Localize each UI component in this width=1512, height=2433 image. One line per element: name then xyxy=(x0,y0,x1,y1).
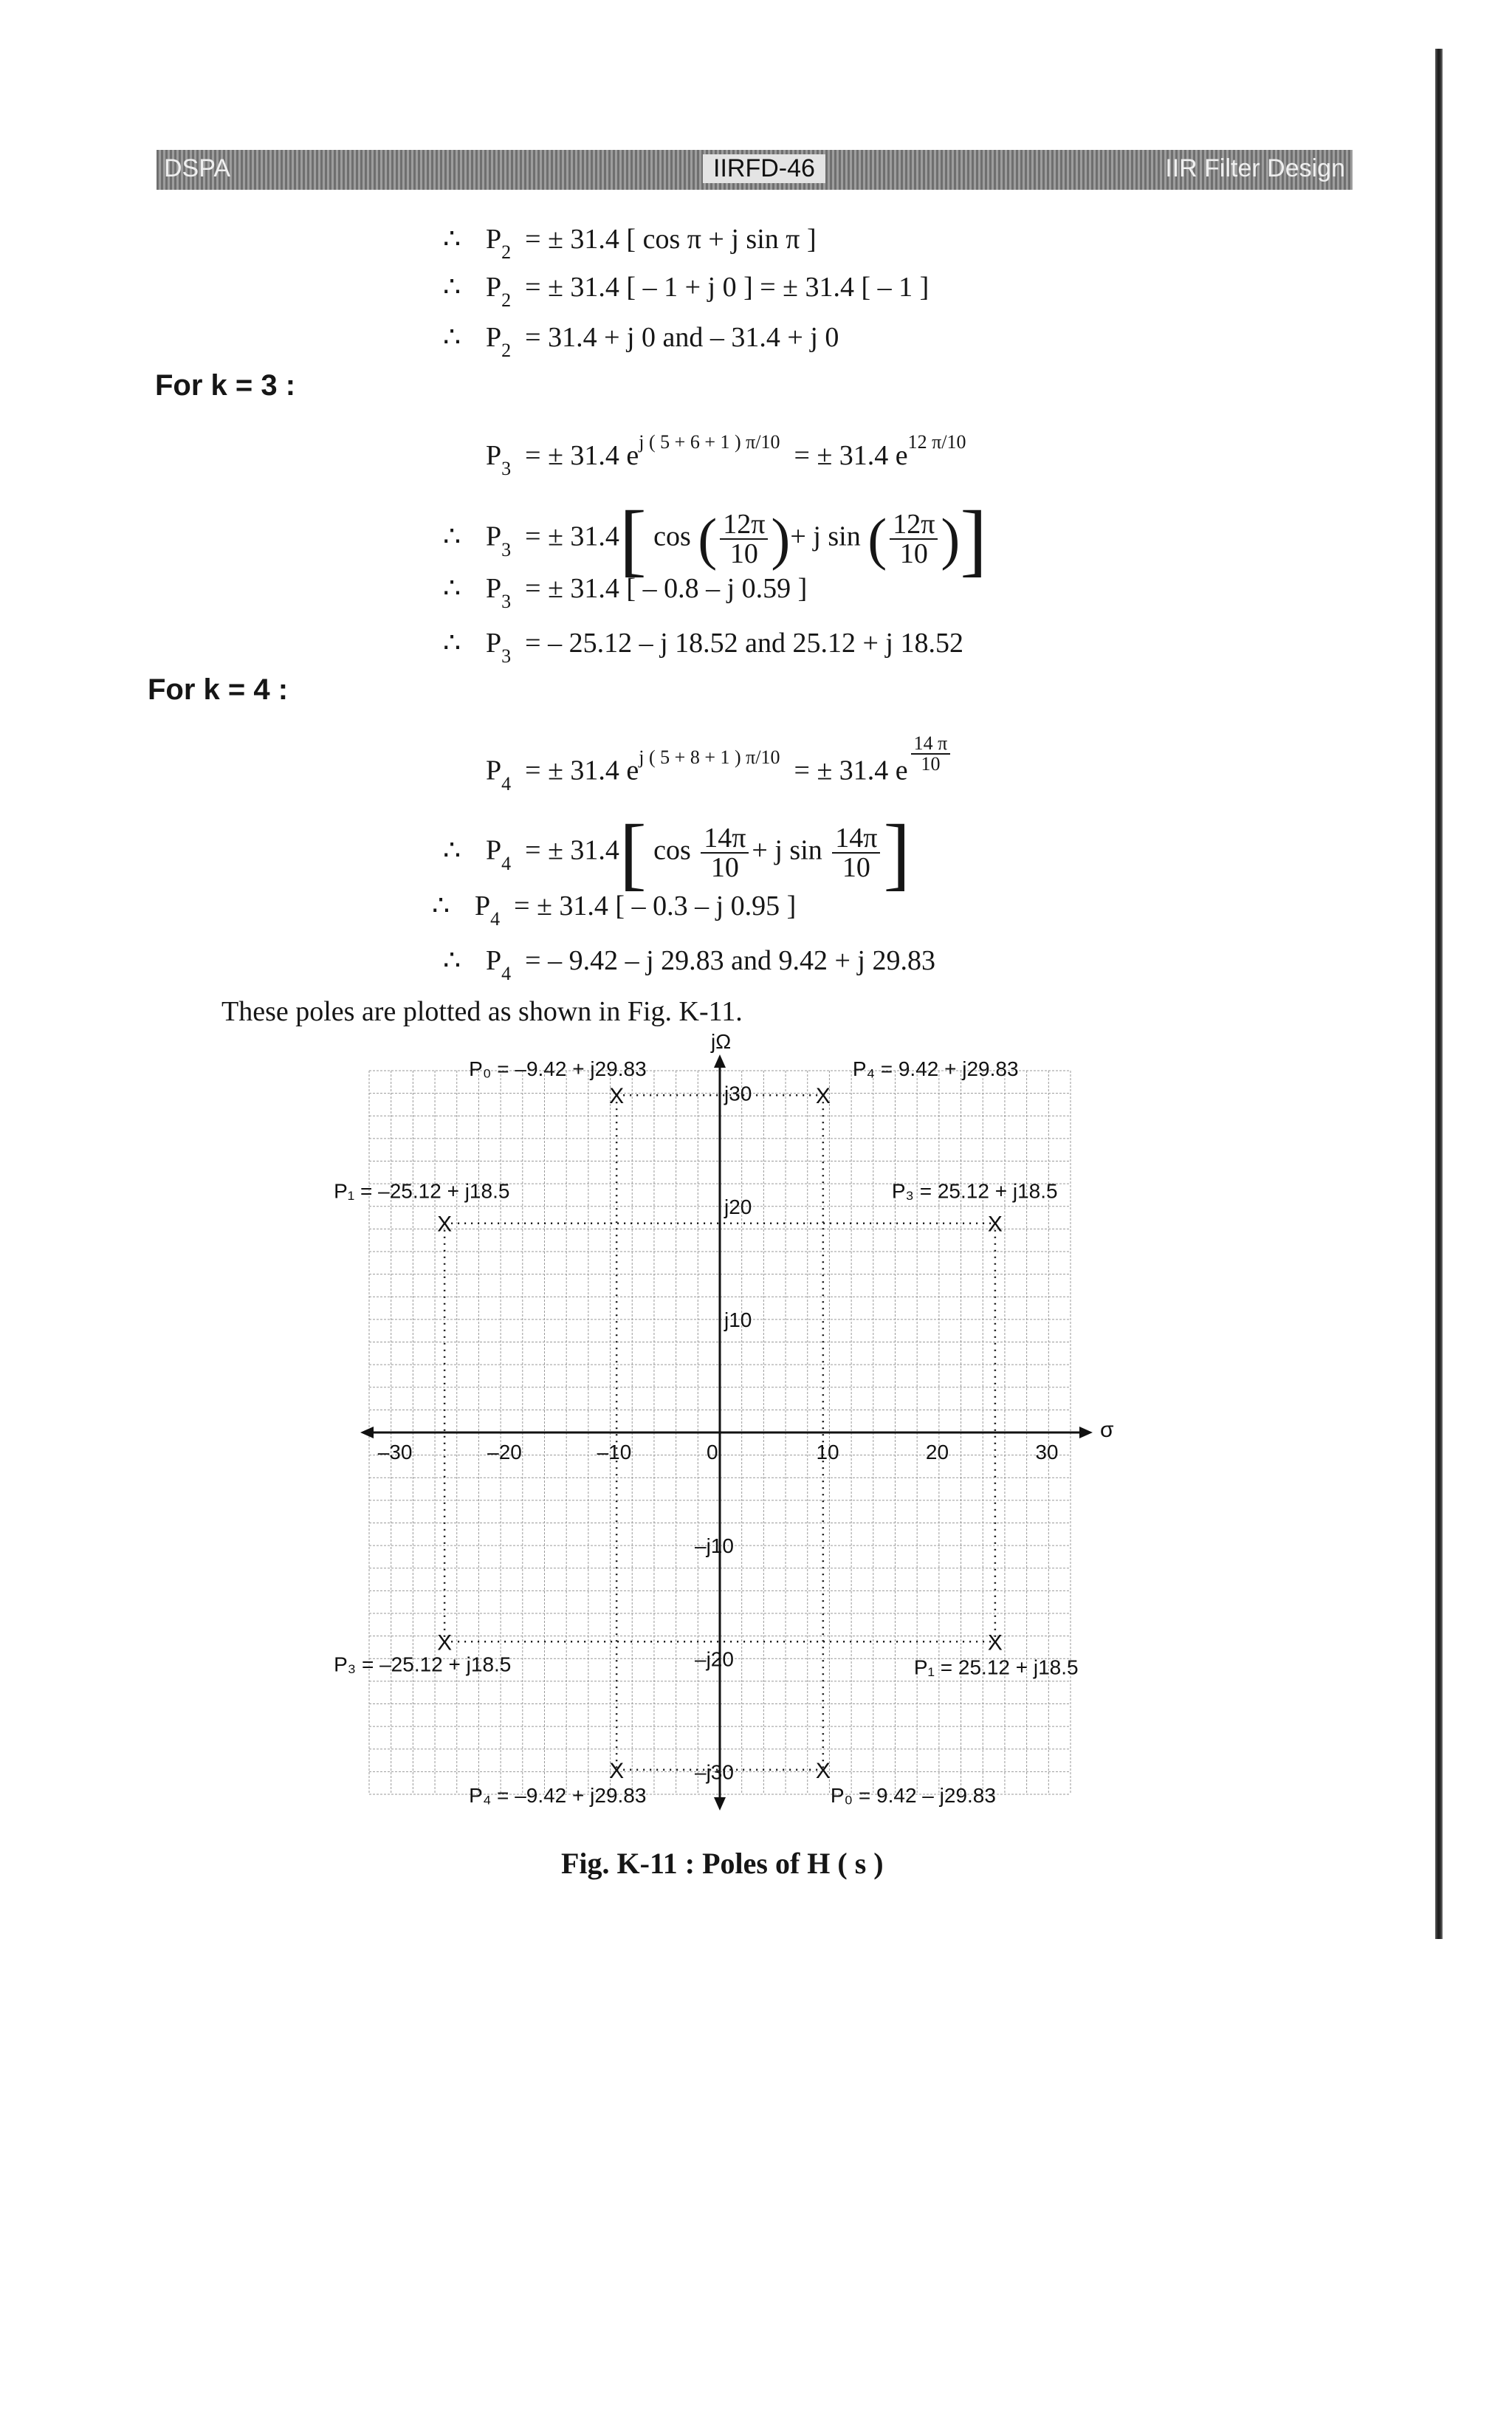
sigma-axis-arrow-left xyxy=(360,1427,374,1438)
header-page-number: IIRFD-46 xyxy=(703,154,825,183)
eq-p3-line2: ∴ $P_3$ = ± 31.4[ cos ( $\frac{12\pi}{10}$ )+ j sin ( $\frac{12\pi}{10}$ )] xyxy=(443,494,988,584)
frac-14pi-10-a: $\frac{14\pi}{10}$ xyxy=(701,824,749,882)
pole-marker: X xyxy=(437,1212,453,1237)
y-tick-label: j10 xyxy=(724,1308,752,1331)
x-tick-label: 0 xyxy=(707,1441,718,1463)
jomega-axis-arrow-down xyxy=(714,1797,726,1811)
jomega-axis-arrow-up xyxy=(714,1054,726,1068)
plot-axes xyxy=(360,1030,1114,1811)
eq-p2-line2: ∴ $P_2$ = ± 31.4 [ – 1 + j 0 ] = ± 31.4 [ – 1 ] xyxy=(443,272,929,311)
eq-p3-line4: ∴ $P_3$ = – 25.12 – j 18.52 and 25.12 + j 18.52 xyxy=(443,628,963,667)
header-left-text: DSPA xyxy=(164,154,231,182)
pole-plot xyxy=(334,1030,1130,1816)
exp-frac-14pi-10: $\frac{14 \pi}{10}$ xyxy=(911,734,951,774)
pole-marker: X xyxy=(815,1758,831,1783)
x-tick-label: 20 xyxy=(925,1441,949,1463)
page-edge-rule xyxy=(1435,49,1443,1939)
y-tick-label: –j10 xyxy=(695,1534,734,1558)
frac-12pi-10-a: $\frac{12\pi}{10}$ xyxy=(720,510,768,568)
x-tick-label: 10 xyxy=(816,1441,839,1463)
pole-label: P₄ = –9.42 + j29.83 xyxy=(469,1783,647,1807)
x-tick-label: –20 xyxy=(487,1441,522,1463)
pole-label: P₄ = 9.42 + j29.83 xyxy=(852,1057,1019,1081)
y-tick-label: –j20 xyxy=(695,1647,734,1671)
header-right-text: IIR Filter Design xyxy=(1165,154,1345,182)
figure-caption: Fig. K-11 : Poles of H ( s ) xyxy=(561,1847,884,1880)
y-tick-label: j30 xyxy=(724,1082,752,1105)
pole-label: P₀ = 9.42 – j29.83 xyxy=(830,1783,996,1807)
eq-p4-line1: $P_4$ = ± 31.4 $e^{j ( 5 + 8 + 1 ) \pi/10}$ = ± 31.4 e $\frac{14 \pi}{10}$ xyxy=(486,753,953,793)
body-paragraph: These poles are plotted as shown in Fig. K-11. xyxy=(221,996,743,1027)
label-k4: For k = 4 : xyxy=(148,673,289,706)
eq-p3-line3: ∴ $P_3$ = ± 31.4 [ – 0.8 – j 0.59 ] xyxy=(443,573,808,612)
pole-label: P₁ = –25.12 + j18.5 xyxy=(334,1179,510,1203)
pole-marker: X xyxy=(815,1084,831,1109)
sigma-axis-label: σ xyxy=(1100,1418,1114,1442)
y-tick-label: j20 xyxy=(724,1195,752,1218)
pole-marker: X xyxy=(609,1758,625,1783)
eq-p2-line1: ∴ $P_2$ = ± 31.4 [ cos π + j sin π ] xyxy=(443,224,817,263)
frac-12pi-10-b: $\frac{12\pi}{10}$ xyxy=(890,510,938,568)
eq-p3-line1: $P_3$ = ± 31.4 $e^{j ( 5 + 6 + 1 ) \pi/10}$ = ± 31.4 $e^{12 \pi/10}$ xyxy=(486,431,966,479)
y-tick-label: –j30 xyxy=(695,1760,734,1784)
label-k3: For k = 3 : xyxy=(155,369,296,402)
sigma-axis-arrow xyxy=(1079,1427,1093,1438)
pole-label: P₃ = –25.12 + j18.5 xyxy=(334,1653,512,1676)
pole-marker: X xyxy=(609,1084,625,1109)
eq-p4-line4: ∴ $P_4$ = – 9.42 – j 29.83 and 9.42 + j 29.83 xyxy=(443,945,935,984)
pole-marker: X xyxy=(437,1630,453,1655)
frac-14pi-10-b: $\frac{14\pi}{10}$ xyxy=(832,824,880,882)
pole-label: P₃ = 25.12 + j18.5 xyxy=(891,1179,1058,1203)
eq-p4-line3: ∴ $P_4$ = ± 31.4 [ – 0.3 – j 0.95 ] xyxy=(432,891,797,930)
pole-marker: X xyxy=(987,1630,1003,1655)
eq-p4-line2: ∴ $P_4$ = ± 31.4[ cos $\frac{14\pi}{10}$ + j sin $\frac{14\pi}{10}$ ] xyxy=(443,808,911,898)
x-tick-label: –30 xyxy=(377,1441,413,1463)
jomega-axis-label: jΩ xyxy=(711,1030,732,1053)
eq-p2-line3: ∴ $P_2 = 31.4 + j$ 0 and – 31.4 + j 0 xyxy=(443,322,839,361)
running-header xyxy=(157,150,1353,190)
x-tick-label: 30 xyxy=(1035,1441,1059,1463)
pole-label: P₀ = –9.42 + j29.83 xyxy=(469,1057,647,1081)
x-tick-label: –10 xyxy=(597,1441,632,1463)
pole-marker: X xyxy=(987,1212,1003,1237)
pole-label: P₁ = 25.12 + j18.5 xyxy=(913,1655,1079,1679)
